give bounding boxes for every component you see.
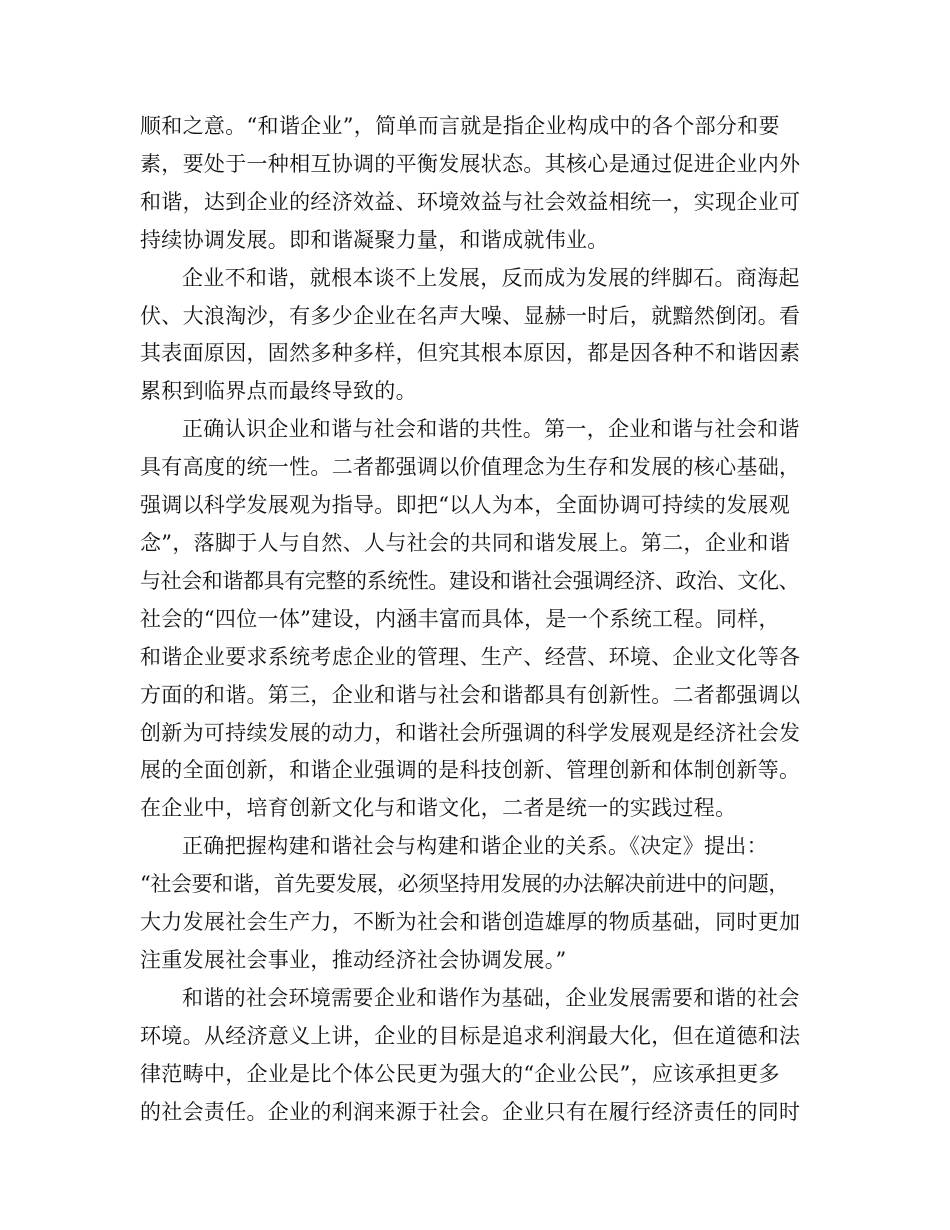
- paragraph-5-line-4: 的社会责任。企业的利润来源于社会。企业只有在履行经济责任的同时: [140, 1099, 801, 1124]
- paragraph-2-line-4: 累积到临界点而最终导致的。: [140, 379, 417, 404]
- paragraph-3-line-6: 社会的“四位一体”建设，内涵丰富而具体，是一个系统工程。同样，: [140, 606, 780, 631]
- paragraph-3-line-4: 念”，落脚于人与自然、人与社会的共同和谐发展上。第二，企业和谐: [140, 530, 791, 555]
- paragraph-3-line-11: 在企业中，培育创新文化与和谐文化，二者是统一的实践过程。: [140, 796, 737, 821]
- paragraph-3-line-1: 正确认识企业和谐与社会和谐的共性。第一，企业和谐与社会和谐: [182, 417, 800, 442]
- paragraph-4-line-4: 注重发展社会事业，推动经济社会协调发展。”: [140, 947, 567, 972]
- paragraph-2-line-1: 企业不和谐，就根本谈不上发展，反而成为发展的绊脚石。商海起: [182, 265, 800, 290]
- paragraph-1-line-3: 和谐，达到企业的经济效益、环境效益与社会效益相统一，实现企业可: [140, 189, 801, 214]
- document-body: [140, 108, 830, 1131]
- paragraph-5-line-2: 环境。从经济意义上讲，企业的目标是追求利润最大化，但在道德和法: [140, 1023, 801, 1048]
- paragraph-3-line-7: 和谐企业要求系统考虑企业的管理、生产、经营、环境、企业文化等各: [140, 644, 801, 669]
- paragraph-1-line-2: 素，要处于一种相互协调的平衡发展状态。其核心是通过促进企业内外: [140, 151, 801, 176]
- paragraph-3-line-10: 展的全面创新，和谐企业强调的是科技创新、管理创新和体制创新等。: [140, 758, 801, 783]
- paragraph-2-line-3: 其表面原因，固然多种多样，但究其根本原因，都是因各种不和谐因素: [140, 341, 801, 366]
- paragraph-1-line-4: 持续协调发展。即和谐凝聚力量，和谐成就伟业。: [140, 227, 609, 252]
- paragraph-4-line-2: “社会要和谐，首先要发展，必须坚持用发展的办法解决前进中的问题，: [140, 872, 789, 897]
- paragraph-2-line-2: 伏、大浪淘沙，有多少企业在名声大噪、显赫一时后，就黯然倒闭。看: [140, 303, 801, 328]
- paragraph-3-line-2: 具有高度的统一性。二者都强调以价值理念为生存和发展的核心基础，: [140, 455, 801, 480]
- paragraph-3-line-8: 方面的和谐。第三，企业和谐与社会和谐都具有创新性。二者都强调以: [140, 682, 801, 707]
- paragraph-5-line-1: 和谐的社会环境需要企业和谐作为基础，企业发展需要和谐的社会: [182, 985, 800, 1010]
- paragraph-4-line-1: 正确把握构建和谐社会与构建和谐企业的关系。《决定》提出：: [182, 834, 768, 859]
- paragraph-3-line-9: 创新为可持续发展的动力，和谐社会所强调的科学发展观是经济社会发: [140, 720, 801, 745]
- paragraph-3-line-5: 与社会和谐都具有完整的系统性。建设和谐社会强调经济、政治、文化、: [140, 568, 800, 593]
- paragraph-4-line-3: 大力发展社会生产力，不断为社会和谐创造雄厚的物质基础，同时更加: [140, 910, 801, 935]
- paragraph-5-line-3: 律范畴中，企业是比个体公民更为强大的“企业公民”，应该承担更多: [140, 1061, 780, 1086]
- paragraph-1-line-1: 顺和之意。“和谐企业”，简单而言就是指企业构成中的各个部分和要: [140, 114, 780, 138]
- paragraph-3-line-3: 强调以科学发展观为指导。即把“以人为本，全面协调可持续的发展观: [140, 493, 791, 518]
